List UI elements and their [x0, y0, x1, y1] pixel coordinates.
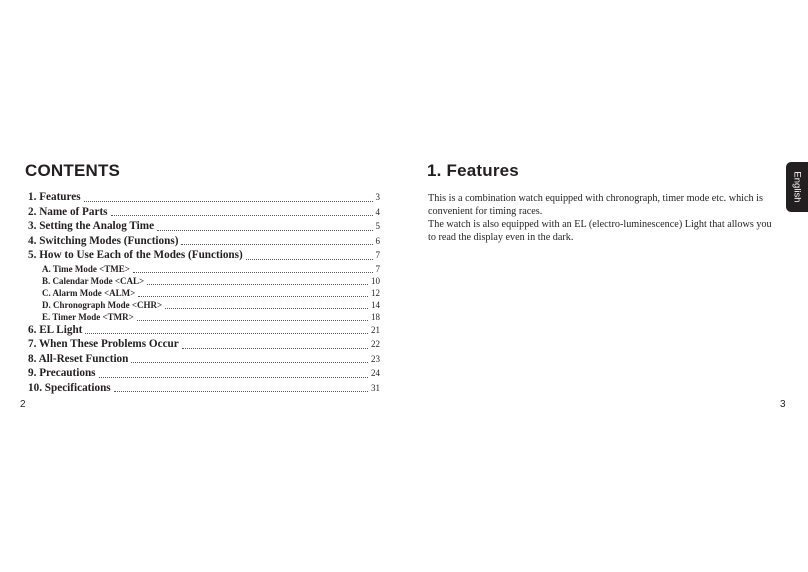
toc-entry-label: 1. Features [28, 191, 81, 203]
toc-leader-dots [137, 320, 368, 321]
page-number-right: 3 [780, 399, 786, 410]
toc-entry-page: 3 [375, 192, 380, 202]
toc-entry [28, 191, 380, 206]
toc-entry-page: 23 [371, 353, 380, 364]
toc-entry-label: A. Time Mode <TME> [42, 263, 130, 274]
toc-entry-label: 4. Switching Modes (Functions) [28, 234, 179, 247]
toc-entry-label: 9. Precautions [28, 367, 96, 379]
toc-subentry [28, 300, 380, 312]
toc-entry [28, 220, 380, 235]
toc-entry-label: 5. How to Use Each of the Modes (Functions) [28, 249, 243, 261]
toc-entry-page: 10 [371, 275, 380, 286]
toc-entry-label: 10. Specifications [28, 381, 111, 394]
toc-entry [28, 338, 380, 353]
toc-entry-page: 7 [375, 250, 380, 260]
toc-subentry [28, 276, 380, 288]
toc-entry-page: 4 [375, 206, 380, 217]
toc-leader-dots [147, 284, 368, 285]
toc-entry-page: 5 [375, 221, 380, 231]
toc-entry-page: 31 [371, 382, 380, 393]
toc-entry-page: 22 [371, 339, 380, 349]
toc-leader-dots [165, 308, 368, 309]
page-number-left: 2 [20, 399, 26, 410]
toc-entry [28, 206, 380, 221]
toc-entry-page: 12 [371, 287, 380, 298]
language-tab [786, 162, 808, 212]
toc-entry-label: C. Alarm Mode <ALM> [42, 287, 136, 298]
toc-entry [28, 353, 380, 368]
features-paragraph-2: The watch is also equipped with an EL (electro-luminescence) Light that allows you to read the display even in the dark. [428, 219, 772, 243]
toc-leader-dots [246, 259, 373, 260]
toc-entry [28, 324, 380, 339]
toc-leader-dots [138, 296, 368, 297]
table-of-contents [28, 191, 380, 396]
toc-entry-page: 24 [371, 368, 380, 378]
toc-entry [28, 249, 380, 264]
toc-subentry [28, 264, 380, 276]
toc-subentry [28, 312, 380, 324]
toc-leader-dots [181, 244, 372, 245]
toc-leader-dots [85, 333, 368, 334]
toc-leader-dots [84, 201, 373, 202]
toc-leader-dots [131, 362, 368, 363]
language-tab-label: English [791, 171, 803, 203]
toc-entry-page: 18 [371, 311, 380, 322]
toc-entry-page: 7 [375, 263, 380, 274]
toc-entry [28, 235, 380, 250]
toc-entry-label: D. Chronograph Mode <CHR> [42, 299, 163, 310]
toc-entry-label: B. Calendar Mode <CAL> [42, 275, 145, 286]
features-heading: 1. Features [427, 161, 519, 180]
toc-entry-label: E. Timer Mode <TMR> [42, 311, 134, 322]
toc-leader-dots [157, 230, 372, 231]
toc-entry-page: 14 [371, 299, 380, 310]
features-paragraph-1: This is a combination watch equipped with chronograph, timer mode etc. which is convenient for timing races. [428, 193, 763, 217]
features-body [428, 192, 780, 244]
toc-entry-label: 8. All-Reset Function [28, 352, 129, 365]
toc-leader-dots [111, 215, 373, 216]
toc-entry-label: 2. Name of Parts [28, 205, 108, 218]
toc-leader-dots [133, 272, 373, 273]
toc-leader-dots [99, 377, 368, 378]
toc-entry-label: 7. When These Problems Occur [28, 338, 179, 350]
toc-leader-dots [114, 391, 368, 392]
toc-subentry [28, 288, 380, 300]
contents-heading: CONTENTS [25, 161, 121, 180]
toc-entry [28, 367, 380, 382]
toc-entry-label: 3. Setting the Analog Time [28, 220, 155, 232]
toc-entry [28, 382, 380, 397]
toc-leader-dots [182, 348, 368, 349]
toc-entry-page: 6 [375, 235, 380, 246]
toc-entry-label: 6. EL Light [28, 323, 83, 336]
toc-entry-page: 21 [371, 324, 380, 335]
